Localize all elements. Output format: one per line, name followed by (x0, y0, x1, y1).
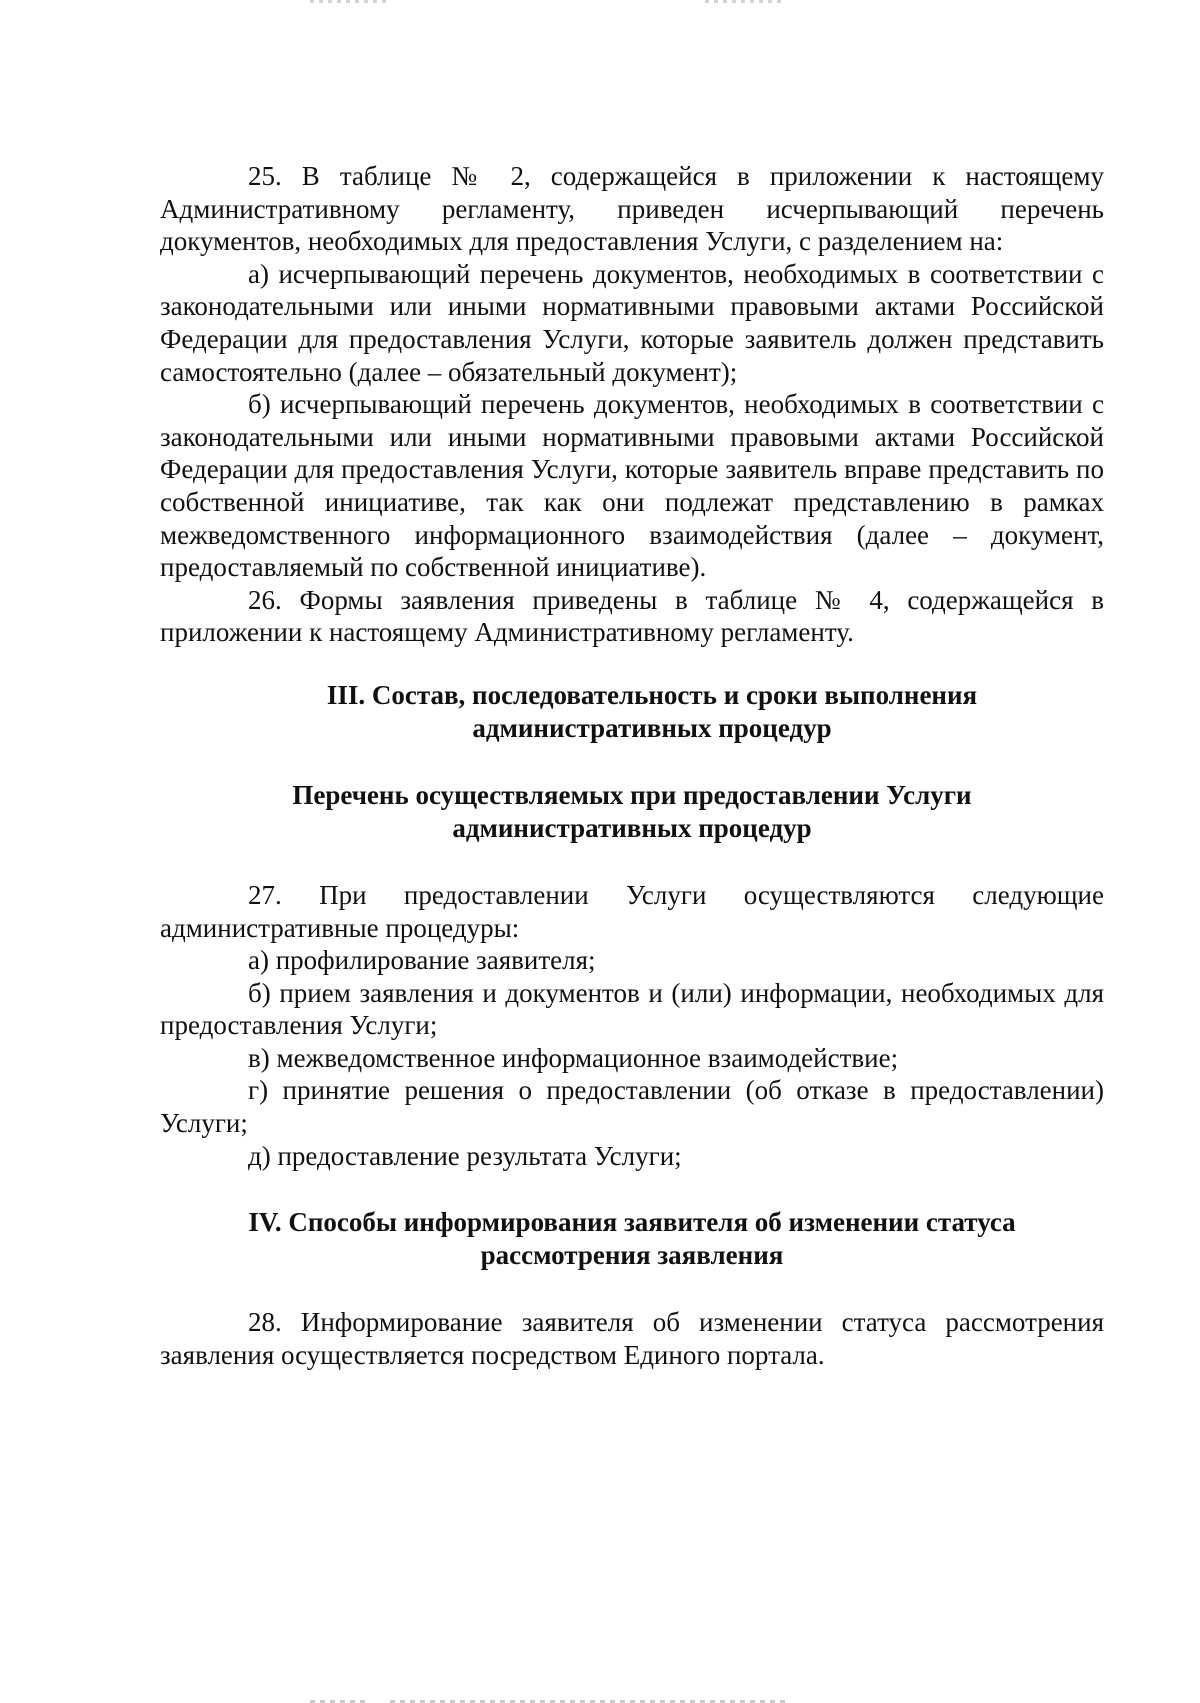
paragraph-28: 28. Информирование заявителя об изменении статуса рассмотрения заявления осуществляется посредством Единого портала. (160, 1307, 1104, 1370)
scan-artifact-top-right (705, 0, 785, 3)
list-item: б) прием заявления и документов и (или) информации, необходимых для предоставления Услуги; (160, 977, 1104, 1041)
section-3-subtitle-line-2: административных процедур (452, 812, 812, 843)
section-3-subtitle-line-1: Перечень осуществляемых при предоставлении Услуги (292, 779, 972, 810)
document-page (160, 160, 1104, 1371)
section-3-title-line-1: III. Состав, последовательность и сроки выполнения (326, 679, 978, 710)
section-3-title-line-2: административных процедур (472, 712, 832, 743)
section-3-title (160, 679, 1104, 745)
list-item: г) принятие решения о предоставлении (об отказе в предоставлении) Услуги; (160, 1075, 1104, 1139)
spacer (160, 845, 1104, 879)
section-4-title-line-1: IV. Способы информирования заявителя об изменении статуса (248, 1207, 1016, 1238)
paragraph-27: 27. При предоставлении Услуги осуществляются следующие административные процедуры: (160, 879, 1104, 943)
list-item: д) предоставление результата Услуги; (248, 1140, 682, 1171)
section-3-subtitle (160, 779, 1104, 845)
paragraph-25-a: а) исчерпывающий перечень документов, необходимых в соответствии с законодательными или иными нормативными правовыми актами Российской Федерации для предоставления Услуги, которые заявитель должен представить самостоятельно (далее – обязательный документ); (160, 258, 1104, 387)
scan-artifact-top-left (310, 0, 390, 3)
paragraph-25: 25. В таблице № 2, содержащейся в приложении к настоящему Административному регламенту, приведен исчерпывающий перечень документов, необходимых для предоставления Услуги, с разделением на: (160, 161, 1104, 257)
paragraph-25-b: б) исчерпывающий перечень документов, необходимых в соответствии с законодательными или иными нормативными правовыми актами Российской Федерации для предоставления Услуги, которые заявитель вправе представить по собственной инициативе, так как они подлежат представлению в рамках межведомственного информационного взаимодействия (далее – документ, предоставляемый по собственной инициативе). (160, 389, 1104, 583)
list-item: в) межведомственное информационное взаимодействие; (248, 1042, 899, 1073)
paragraph-26: 26. Формы заявления приведены в таблице № 4, содержащейся в приложении к настоящему Административному регламенту. (160, 584, 1104, 648)
spacer (160, 1272, 1104, 1306)
section-4-title-line-2: рассмотрения заявления (480, 1240, 784, 1271)
list-item: а) профилирование заявителя; (248, 945, 596, 976)
section-4-title (160, 1206, 1104, 1272)
